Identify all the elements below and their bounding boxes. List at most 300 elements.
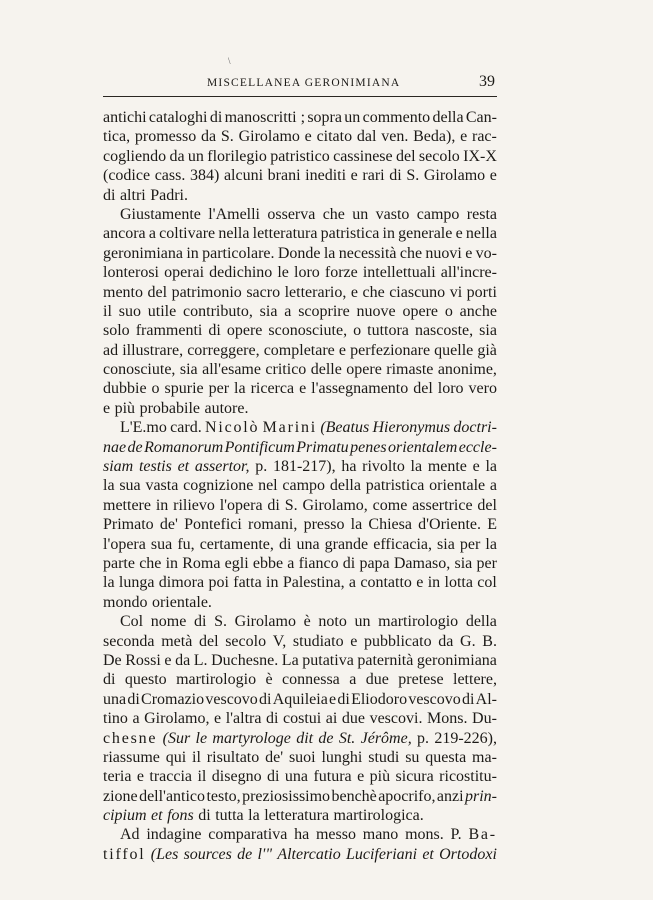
word: un bbox=[344, 109, 361, 126]
word: vi bbox=[449, 283, 463, 301]
word: questo bbox=[124, 671, 167, 689]
word: martyrologe bbox=[212, 729, 291, 747]
word: del bbox=[147, 283, 168, 301]
word: osserva bbox=[267, 205, 316, 223]
word: alcuni bbox=[223, 167, 264, 185]
page-header bbox=[103, 74, 497, 97]
word: dal bbox=[356, 128, 377, 146]
word: della bbox=[329, 477, 361, 495]
word: da bbox=[175, 651, 191, 669]
word: Duchesne. bbox=[211, 651, 279, 669]
word: di bbox=[103, 186, 116, 204]
word: del bbox=[413, 380, 433, 398]
word: patristica bbox=[365, 477, 425, 495]
word: la bbox=[103, 477, 115, 495]
word: resta bbox=[466, 205, 497, 223]
word: l'opera bbox=[219, 496, 263, 514]
word: P. bbox=[450, 826, 462, 844]
word: lonterosi bbox=[103, 264, 159, 282]
word: Padri. bbox=[150, 186, 188, 204]
word: più bbox=[369, 768, 391, 786]
word: sua bbox=[150, 535, 173, 553]
text-line bbox=[103, 729, 497, 748]
word: sia bbox=[179, 361, 198, 379]
word: sia bbox=[437, 535, 455, 553]
word: 219-226), bbox=[434, 729, 497, 747]
word: più bbox=[114, 399, 136, 417]
word: vasta bbox=[145, 477, 179, 495]
text-line bbox=[103, 515, 497, 534]
text-line bbox=[103, 787, 497, 806]
word: poi bbox=[208, 574, 229, 592]
word: geronimiana bbox=[416, 651, 497, 669]
word: rimaste bbox=[386, 361, 434, 379]
word: da bbox=[200, 128, 217, 146]
text-line bbox=[103, 321, 497, 340]
word: preziosissimo bbox=[242, 787, 331, 805]
word: doctri- bbox=[453, 419, 497, 437]
word: a bbox=[284, 302, 292, 320]
word: lotta bbox=[444, 574, 473, 592]
word: S. bbox=[214, 613, 227, 631]
word: commento bbox=[362, 109, 431, 126]
word: quelle bbox=[434, 341, 474, 359]
word: ai bbox=[325, 710, 338, 728]
word: porti bbox=[466, 283, 497, 301]
word: cataloghi bbox=[148, 109, 208, 126]
word: Giustamente bbox=[120, 205, 201, 223]
word: L. bbox=[193, 651, 208, 669]
word: probabile bbox=[139, 399, 200, 417]
word: letteratura bbox=[252, 225, 318, 243]
word: nel bbox=[258, 477, 278, 495]
word: anche bbox=[459, 302, 497, 320]
word: di bbox=[103, 671, 116, 689]
word: la bbox=[410, 458, 423, 476]
word: teria bbox=[103, 768, 132, 786]
word: putativa bbox=[302, 651, 354, 669]
word: ha bbox=[294, 826, 310, 844]
word: mano bbox=[362, 826, 399, 844]
text-line bbox=[103, 457, 497, 476]
word: grande bbox=[324, 535, 369, 553]
word: da bbox=[169, 147, 185, 165]
word: Hieronymus bbox=[372, 419, 451, 437]
word: florilegio bbox=[207, 147, 267, 165]
word: vo- bbox=[475, 244, 497, 262]
text-line bbox=[103, 108, 497, 127]
word: a bbox=[287, 554, 295, 572]
word: risultato bbox=[206, 748, 260, 766]
word: martirologio bbox=[378, 613, 459, 631]
word: rilievo bbox=[173, 496, 215, 514]
word: completare bbox=[263, 341, 335, 359]
word: sia bbox=[479, 322, 497, 340]
word: inediti bbox=[305, 167, 347, 185]
word: la bbox=[103, 574, 115, 592]
word: di bbox=[209, 109, 223, 126]
word: benchè bbox=[331, 787, 377, 805]
word: (codice bbox=[103, 167, 151, 185]
word: studi bbox=[368, 748, 400, 766]
word: noto bbox=[318, 613, 347, 631]
word: e bbox=[489, 167, 497, 185]
text-line bbox=[103, 341, 497, 360]
word: mondo bbox=[103, 593, 148, 611]
word: Cromazio bbox=[141, 690, 205, 708]
text-line bbox=[103, 709, 497, 728]
word: in bbox=[427, 574, 441, 592]
word: card. bbox=[170, 419, 202, 437]
word: 384) bbox=[189, 167, 220, 185]
word: e bbox=[460, 128, 468, 146]
word: metà bbox=[161, 632, 193, 650]
word: perfezionare bbox=[350, 341, 431, 359]
word: in bbox=[165, 554, 179, 572]
word: di bbox=[198, 807, 211, 825]
word: e bbox=[350, 167, 358, 185]
text-line bbox=[103, 283, 497, 302]
text-line bbox=[103, 806, 497, 825]
word: spurie bbox=[164, 380, 204, 398]
word: sources bbox=[183, 845, 232, 863]
word: et bbox=[151, 807, 163, 825]
word: cipium bbox=[103, 807, 147, 825]
word: e bbox=[350, 632, 358, 650]
word: S. bbox=[284, 496, 298, 514]
word: di bbox=[266, 710, 279, 728]
word: Ba- bbox=[468, 826, 497, 844]
word: Mons. bbox=[427, 710, 468, 728]
word: contatto bbox=[360, 574, 412, 592]
running-title: MISCELLANEA GERONIMIANA bbox=[207, 77, 401, 89]
word: illustrare, bbox=[122, 341, 184, 359]
word: Girolamo bbox=[234, 613, 296, 631]
word: l'opera bbox=[103, 535, 146, 553]
text-line bbox=[103, 632, 497, 651]
word: ciascuno bbox=[389, 283, 446, 301]
word: costui bbox=[283, 710, 322, 728]
word: de' bbox=[159, 516, 178, 534]
word: la bbox=[234, 380, 246, 398]
text-line bbox=[103, 690, 497, 709]
word: le bbox=[195, 729, 208, 747]
word: Roma bbox=[182, 554, 221, 572]
word: un bbox=[187, 147, 204, 165]
word: Ad bbox=[120, 826, 140, 844]
text-line bbox=[103, 186, 497, 205]
word: penes bbox=[350, 438, 387, 456]
word: in bbox=[382, 225, 395, 243]
word: dedichino bbox=[209, 264, 273, 282]
word: Pontefici bbox=[184, 516, 242, 534]
word: cass. bbox=[154, 167, 186, 185]
word: Beda), bbox=[413, 128, 456, 146]
word: che bbox=[362, 283, 385, 301]
word: ad bbox=[103, 341, 119, 359]
word: qui bbox=[165, 748, 187, 766]
text-line bbox=[103, 612, 497, 631]
word: già bbox=[477, 341, 497, 359]
word: loro bbox=[294, 264, 320, 282]
word: lettere, bbox=[453, 671, 497, 689]
word: letterario, bbox=[284, 283, 347, 301]
word: E bbox=[487, 516, 497, 534]
word: campo bbox=[416, 205, 460, 223]
text-line bbox=[103, 767, 497, 786]
word: patristica bbox=[320, 225, 380, 243]
word: e bbox=[350, 283, 358, 301]
word: mettere bbox=[103, 496, 151, 514]
word: dimora bbox=[158, 574, 205, 592]
word: sicura bbox=[395, 768, 434, 786]
word: vescovo bbox=[408, 690, 461, 708]
word: antichi bbox=[103, 109, 147, 126]
word: da bbox=[438, 632, 454, 650]
word: fianco bbox=[298, 554, 339, 572]
word: La bbox=[281, 651, 299, 669]
word: una bbox=[284, 768, 309, 786]
word: orientale. bbox=[151, 593, 212, 611]
word: Altercatio bbox=[277, 845, 341, 863]
word: cassinese bbox=[333, 147, 393, 165]
word: rari bbox=[362, 167, 385, 185]
word: martirologio bbox=[176, 671, 257, 689]
text-line bbox=[103, 166, 497, 185]
word: per bbox=[208, 380, 230, 398]
word: nuove bbox=[356, 302, 396, 320]
word: conosciute, bbox=[103, 361, 176, 379]
word: per bbox=[476, 554, 497, 572]
word: l'assegnamento bbox=[311, 380, 409, 398]
text-line bbox=[103, 127, 497, 146]
word: IX-X bbox=[463, 147, 497, 165]
text-line bbox=[103, 224, 497, 243]
word: come bbox=[372, 496, 408, 514]
word: V, bbox=[272, 632, 287, 650]
word: questa bbox=[425, 748, 467, 766]
word: di bbox=[259, 690, 272, 708]
word: certamente, bbox=[199, 535, 274, 553]
word: che bbox=[399, 244, 423, 262]
word: Girolamo, bbox=[302, 496, 368, 514]
word: di bbox=[127, 690, 140, 708]
word: una bbox=[296, 535, 320, 553]
word: manoscritti ; bbox=[224, 109, 306, 126]
word: e bbox=[164, 651, 172, 669]
word: tica, bbox=[103, 128, 131, 146]
text-line bbox=[103, 535, 497, 554]
word: secolo bbox=[418, 147, 460, 165]
word: indagine bbox=[146, 826, 202, 844]
word: la bbox=[485, 458, 497, 476]
word: Can- bbox=[465, 109, 497, 126]
word: e bbox=[214, 710, 222, 728]
word: o bbox=[151, 380, 160, 398]
word: e bbox=[416, 574, 424, 592]
word: testis bbox=[138, 458, 172, 476]
word: ricerca bbox=[250, 380, 295, 398]
text-line bbox=[103, 399, 497, 418]
word: mento bbox=[103, 283, 143, 301]
word: contributo, bbox=[183, 302, 253, 320]
word: del bbox=[477, 496, 497, 514]
word: (Sur bbox=[162, 729, 191, 747]
word: sopra bbox=[307, 109, 342, 126]
word: testo, bbox=[206, 787, 241, 805]
text-line bbox=[103, 205, 497, 224]
word: e bbox=[304, 128, 312, 146]
word: e bbox=[465, 244, 473, 262]
text-line bbox=[103, 379, 497, 398]
word: frammenti bbox=[135, 322, 203, 340]
word: nascoste, bbox=[414, 322, 474, 340]
word: il bbox=[103, 302, 112, 320]
word: un bbox=[354, 613, 371, 631]
word: Eliodoro bbox=[351, 690, 408, 708]
word: per bbox=[459, 535, 481, 553]
word: e bbox=[472, 458, 480, 476]
word: a bbox=[348, 574, 357, 592]
word: ha bbox=[341, 458, 357, 476]
word: chesne bbox=[103, 729, 158, 747]
word: Chiesa bbox=[368, 516, 412, 534]
word: che bbox=[139, 554, 162, 572]
text-line bbox=[103, 496, 497, 515]
word: ven. bbox=[381, 128, 409, 146]
text-line bbox=[103, 263, 497, 282]
word: pubblicato bbox=[364, 632, 432, 650]
word: necessità bbox=[338, 244, 397, 262]
word: del bbox=[395, 147, 416, 165]
text-line bbox=[103, 748, 497, 767]
word: anzi bbox=[436, 787, 464, 805]
word: ebbe bbox=[252, 554, 284, 572]
word: messo bbox=[315, 826, 356, 844]
word: fatta bbox=[233, 574, 262, 592]
word: Rossi bbox=[125, 651, 161, 669]
text-line bbox=[103, 670, 497, 689]
word: coltivare bbox=[159, 225, 216, 243]
word: o bbox=[444, 302, 453, 320]
word: sacro bbox=[246, 283, 281, 301]
word: opere bbox=[226, 322, 263, 340]
word: e bbox=[329, 690, 337, 708]
word: nome bbox=[150, 613, 187, 631]
word: disegno bbox=[211, 768, 262, 786]
word: l'" bbox=[257, 845, 273, 863]
word: Aquileia bbox=[272, 690, 328, 708]
word: prin- bbox=[464, 787, 497, 805]
word: in bbox=[155, 496, 169, 514]
word: campo bbox=[282, 477, 326, 495]
text-line bbox=[103, 360, 497, 379]
word: papa bbox=[359, 554, 390, 572]
word: dell'antico bbox=[139, 787, 206, 805]
word: di bbox=[278, 535, 292, 553]
word: a bbox=[148, 225, 156, 243]
word: siam bbox=[103, 458, 134, 476]
word: o bbox=[353, 322, 362, 340]
word: rac- bbox=[471, 128, 497, 146]
word: efficacia, bbox=[373, 535, 432, 553]
word: forze bbox=[324, 264, 358, 282]
word: parte bbox=[103, 554, 135, 572]
word: Nicolò bbox=[205, 419, 260, 437]
word: e bbox=[136, 768, 144, 786]
word: p. bbox=[417, 729, 430, 747]
word: correggere, bbox=[187, 341, 260, 359]
word: mente bbox=[427, 458, 467, 476]
word: operai bbox=[164, 264, 205, 282]
word: Donde bbox=[277, 244, 321, 262]
word: all'esame bbox=[202, 361, 261, 379]
text-line bbox=[103, 302, 497, 321]
word: ancora bbox=[103, 225, 146, 243]
word: e bbox=[299, 380, 307, 398]
word: di bbox=[461, 690, 475, 708]
word: Al- bbox=[475, 690, 497, 708]
stray-mark: \ bbox=[228, 56, 231, 66]
word: altri bbox=[119, 186, 146, 204]
word: vescovi. bbox=[369, 710, 423, 728]
word: del bbox=[198, 632, 219, 650]
word: il bbox=[192, 748, 201, 766]
word: l'altra bbox=[225, 710, 262, 728]
word: è bbox=[265, 671, 273, 689]
word: L'E.mo bbox=[120, 419, 167, 437]
word: opere bbox=[346, 361, 382, 379]
word: vero bbox=[468, 380, 497, 398]
word: nae bbox=[103, 438, 127, 456]
word: Jérôme, bbox=[360, 729, 412, 747]
word: opere bbox=[402, 302, 439, 320]
word: fons bbox=[167, 807, 194, 825]
word: St. bbox=[338, 729, 356, 747]
word: Girolamo, bbox=[144, 710, 210, 728]
text-line bbox=[103, 593, 497, 612]
word: ricostitu- bbox=[439, 768, 497, 786]
word: Ortodoxi bbox=[439, 845, 497, 863]
word: Marini bbox=[262, 419, 318, 437]
word: a bbox=[132, 710, 140, 728]
text-line bbox=[103, 476, 497, 495]
word: tiffol bbox=[103, 845, 146, 863]
word: di bbox=[193, 613, 207, 631]
page-number: 39 bbox=[479, 73, 495, 90]
word: anonime, bbox=[437, 361, 497, 379]
word: tino bbox=[103, 710, 128, 728]
word: all'incre- bbox=[440, 264, 497, 282]
word: è bbox=[303, 613, 311, 631]
word: patrimonio bbox=[171, 283, 242, 301]
text-line bbox=[103, 825, 497, 844]
word: di bbox=[267, 768, 280, 786]
text-line bbox=[103, 573, 497, 592]
word: secolo bbox=[225, 632, 267, 650]
word: la bbox=[323, 244, 336, 262]
word: et bbox=[422, 845, 434, 863]
word: Col bbox=[120, 613, 144, 631]
word: ma- bbox=[472, 748, 497, 766]
word: delle bbox=[310, 361, 342, 379]
word: una bbox=[103, 690, 127, 708]
word: di bbox=[342, 554, 356, 572]
word: la bbox=[350, 516, 363, 534]
word: sua bbox=[119, 477, 141, 495]
word: De bbox=[103, 651, 122, 669]
word: letteratura bbox=[264, 807, 330, 825]
